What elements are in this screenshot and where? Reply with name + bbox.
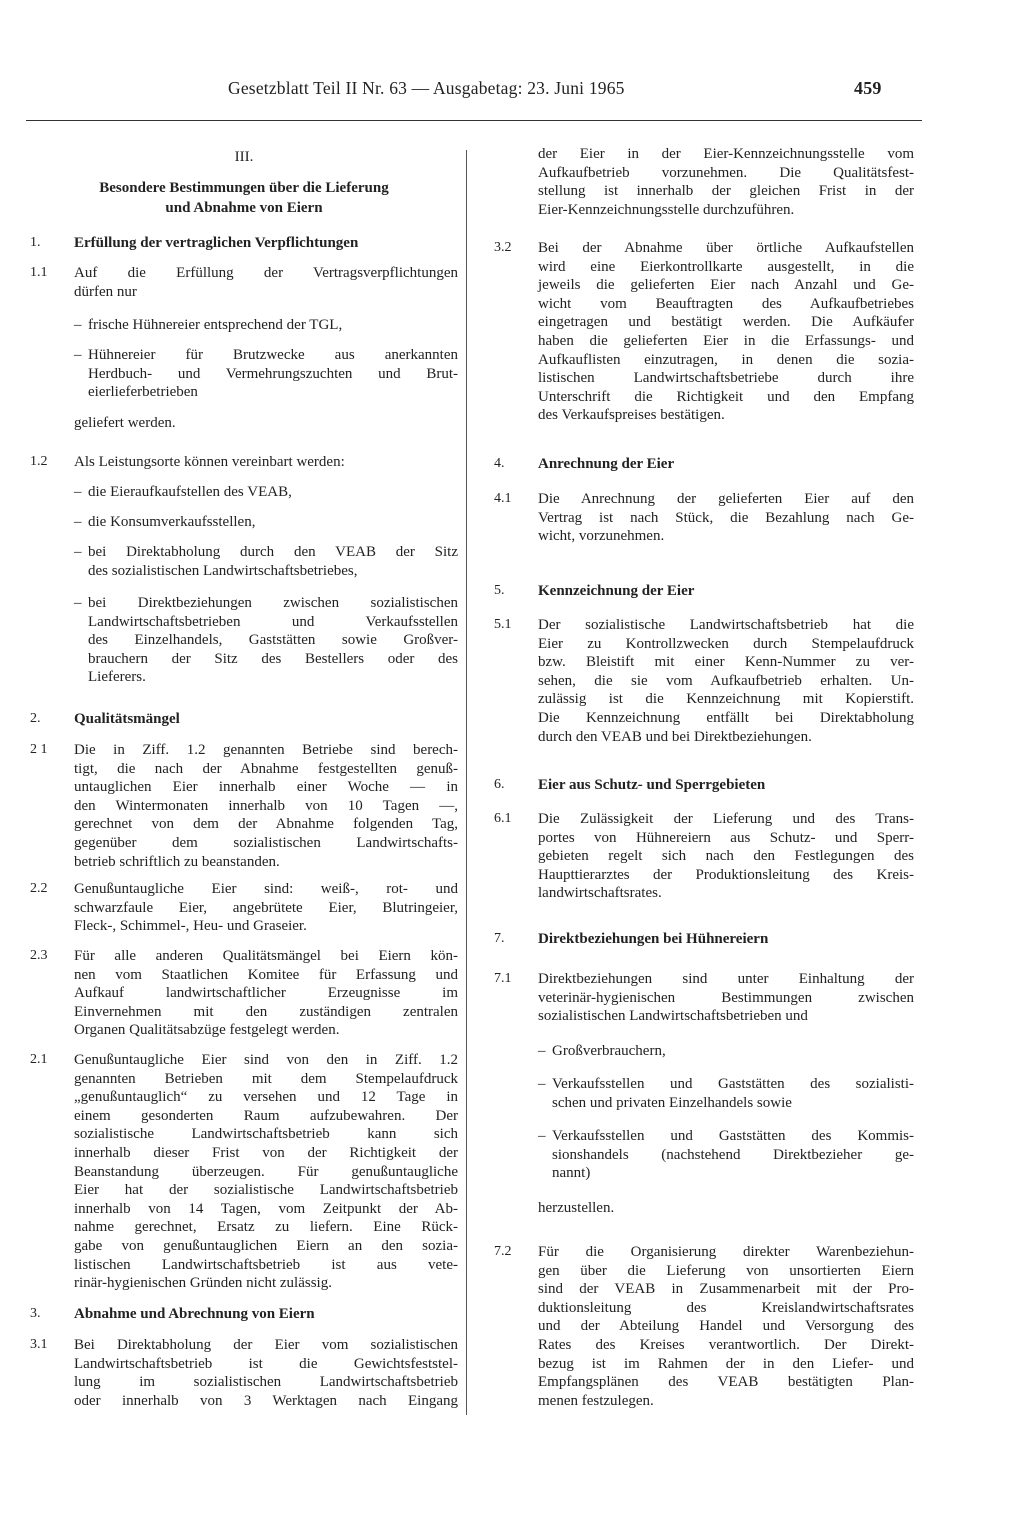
section-number: 1. xyxy=(30,235,41,250)
header-title: Gesetzblatt Teil II Nr. 63 — Ausgabetag: 23. Juni 1965 xyxy=(228,78,625,98)
part-heading xyxy=(30,178,458,218)
part-number: III. xyxy=(234,149,254,165)
paragraph-number: 1.2 xyxy=(30,454,48,469)
page-number: 459 xyxy=(854,78,882,98)
header-rule xyxy=(26,120,922,121)
column-divider xyxy=(466,150,467,1415)
page-header xyxy=(228,78,928,108)
paragraph-number: 1.1 xyxy=(30,265,48,280)
heading-line: Besondere Bestimmungen über die Lieferung xyxy=(99,180,389,196)
heading-line: und Abnahme von Eiern xyxy=(165,200,323,216)
